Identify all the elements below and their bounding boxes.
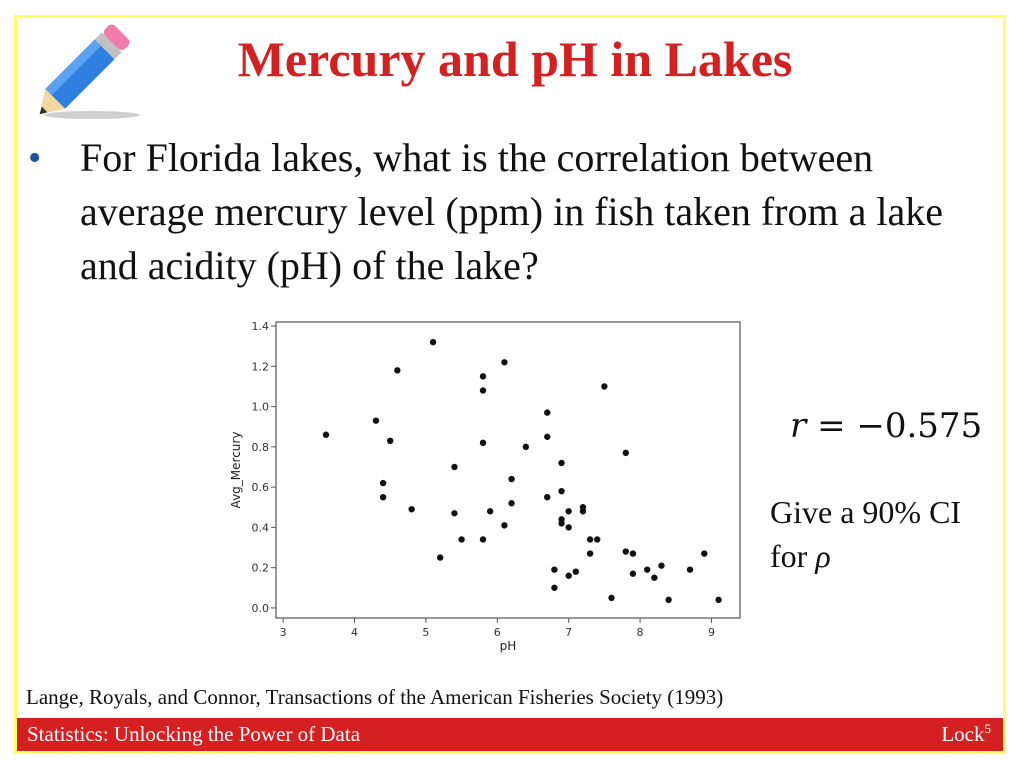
- data-point: [558, 488, 564, 494]
- data-point: [480, 387, 486, 393]
- x-tick-label: 6: [493, 626, 501, 639]
- data-point: [687, 566, 693, 572]
- data-point: [451, 510, 457, 516]
- data-point: [623, 450, 629, 456]
- data-point: [508, 476, 514, 482]
- data-point: [480, 440, 486, 446]
- x-tick-label: 8: [636, 626, 644, 639]
- data-point: [323, 432, 329, 438]
- data-point: [658, 562, 664, 568]
- x-tick-label: 3: [279, 626, 287, 639]
- data-point: [437, 554, 443, 560]
- r-number: = −0.575: [817, 406, 983, 446]
- data-point: [373, 417, 379, 423]
- x-tick-label: 5: [422, 626, 430, 639]
- ci-prompt: [770, 490, 990, 578]
- y-tick-label: 0.2: [251, 561, 269, 575]
- data-point: [715, 597, 721, 603]
- data-point: [544, 494, 550, 500]
- y-axis-label: Avg_Mercury: [229, 431, 243, 509]
- bullet-text: For Florida lakes, what is the correlation between average mercury level (ppm) in fish taken from a lake and acidity (pH) of the lake?: [80, 135, 943, 288]
- data-point: [380, 480, 386, 486]
- data-point: [480, 536, 486, 542]
- data-point: [701, 550, 707, 556]
- pencil-icon: [22, 22, 142, 120]
- y-tick-label: 1.2: [251, 360, 269, 374]
- correlation-value: [790, 404, 982, 448]
- data-point: [523, 444, 529, 450]
- r-symbol: r: [790, 406, 807, 446]
- bullet-dot: •: [28, 137, 42, 179]
- data-point: [480, 373, 486, 379]
- data-point: [387, 438, 393, 444]
- y-axis-ticks: [252, 320, 277, 615]
- data-point: [544, 434, 550, 440]
- data-point: [630, 550, 636, 556]
- data-point: [594, 536, 600, 542]
- data-point: [558, 520, 564, 526]
- data-point: [565, 573, 571, 579]
- data-point: [408, 506, 414, 512]
- data-point: [458, 536, 464, 542]
- y-tick-label: 0.6: [251, 481, 269, 495]
- data-point: [580, 508, 586, 514]
- citation: Lange, Royals, and Connor, Transactions of the American Fisheries Society (1993): [26, 685, 724, 709]
- data-point: [394, 367, 400, 373]
- data-point: [430, 339, 436, 345]
- data-point: [508, 500, 514, 506]
- footer-course-title: Statistics: Unlocking the Power of Data: [27, 722, 361, 746]
- footer-author-sup: 5: [984, 721, 991, 736]
- data-point: [630, 571, 636, 577]
- y-tick-label: 1.0: [251, 400, 269, 414]
- data-point: [487, 508, 493, 514]
- data-point: [623, 548, 629, 554]
- data-point: [651, 575, 657, 581]
- data-point: [587, 550, 593, 556]
- slide-title: Mercury and pH in Lakes: [237, 31, 793, 87]
- data-point: [565, 524, 571, 530]
- x-tick-label: 7: [565, 626, 573, 639]
- data-point: [558, 460, 564, 466]
- data-point: [608, 595, 614, 601]
- data-point: [587, 536, 593, 542]
- y-tick-label: 0.4: [251, 521, 269, 535]
- x-axis-ticks: [280, 618, 715, 639]
- data-point: [501, 359, 507, 365]
- data-point: [573, 568, 579, 574]
- data-point: [451, 464, 457, 470]
- data-point: [551, 566, 557, 572]
- scatter-plot: [228, 316, 748, 656]
- data-point: [565, 508, 571, 514]
- footer-bar: [17, 718, 1003, 751]
- data-point: [544, 409, 550, 415]
- x-tick-label: 9: [707, 626, 715, 639]
- footer-author-name: Lock: [941, 722, 985, 746]
- data-point: [644, 566, 650, 572]
- ci-prefix: Give a 90% CI for: [770, 494, 962, 574]
- x-axis-label: pH: [499, 639, 517, 653]
- data-point: [380, 494, 386, 500]
- data-point: [501, 522, 507, 528]
- data-point: [601, 383, 607, 389]
- rho-symbol: ρ: [815, 538, 831, 574]
- footer-author: [941, 721, 991, 747]
- y-tick-label: 0.8: [251, 440, 269, 454]
- y-tick-label: 1.4: [251, 320, 269, 334]
- data-point: [551, 585, 557, 591]
- data-point: [665, 597, 671, 603]
- plot-area: [276, 322, 740, 618]
- x-tick-label: 4: [351, 626, 359, 639]
- y-tick-label: 0.0: [251, 601, 269, 615]
